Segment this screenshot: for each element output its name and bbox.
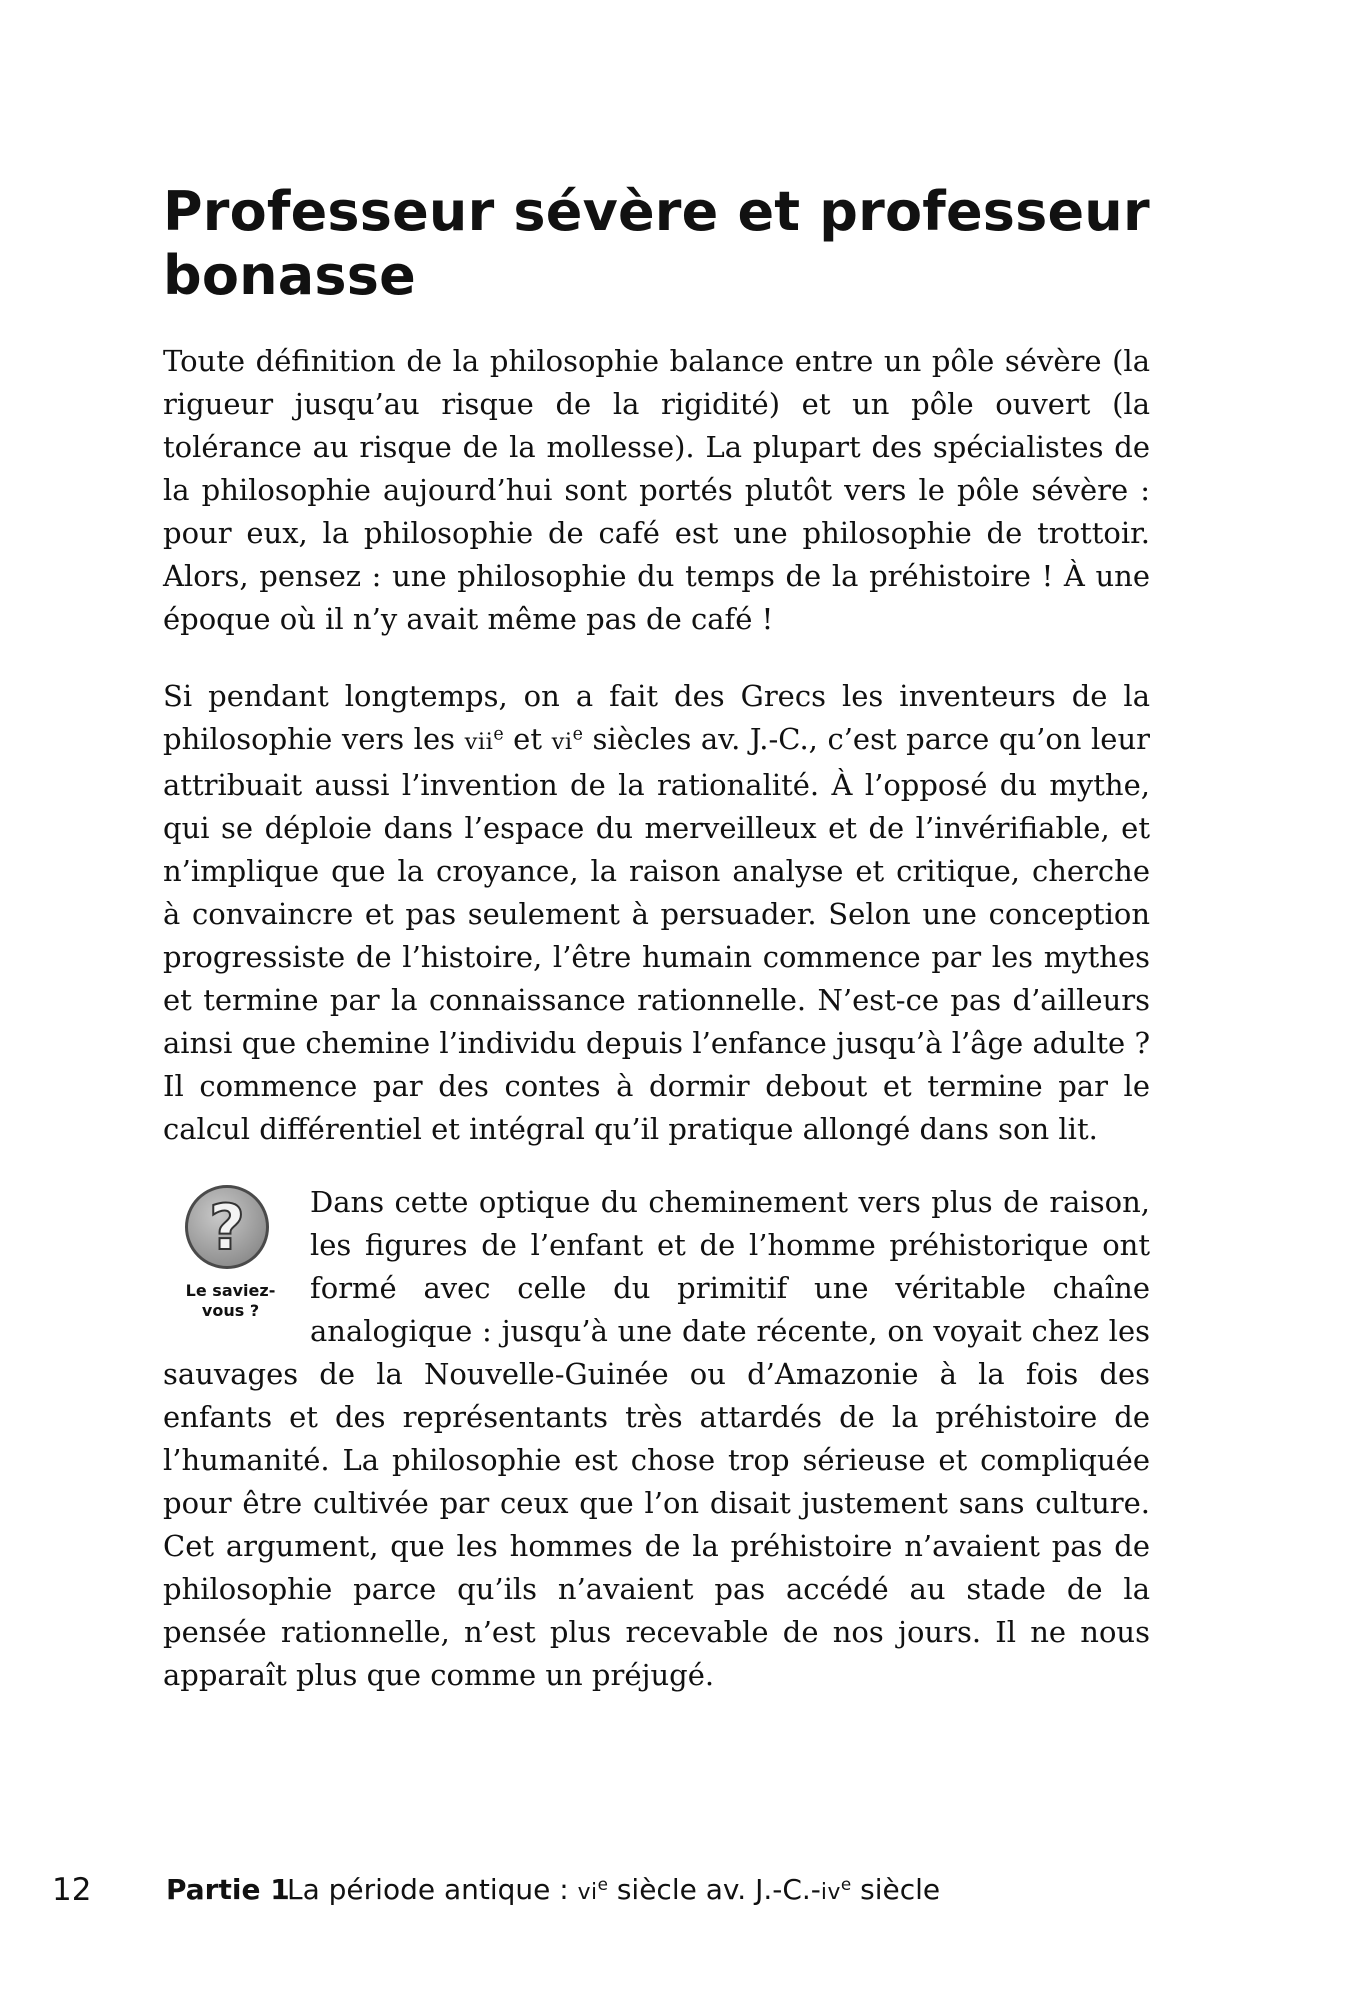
paragraph-2 xyxy=(163,675,1150,1151)
paragraph-2-text-rest: siècles av. J.-C., c’est parce qu’on leur attribuait aussi l’invention de la rationalité. À l’opposé du mythe, qui se déploie dans l’espace du merveilleux et de l’invérifiable, et n’implique que la croyance, la raison analyse et critique, cherche à convaincre et pas seulement à persuader. Selon une conception progressiste de l’histoire, l’être humain commence par les mythes et termine par la connaissance rationnelle. N’est-ce pas d’ailleurs ainsi que chemine l’individu depuis l’enfance jusqu’à l’âge adulte ? Il commence par des contes à dormir debout et termine par le calcul différentiel et intégral qu’il pratique allongé dans son lit. xyxy=(163,722,1150,1146)
ordinal-suffix: e xyxy=(572,724,583,745)
century-numeral-7: vii xyxy=(464,729,494,755)
did-you-know-label-line1: Le saviez- xyxy=(185,1281,276,1300)
footer-period-end: siècle xyxy=(851,1873,941,1906)
paragraph-2-text-and: et xyxy=(503,722,552,756)
footer-ordinal-suffix: e xyxy=(840,1873,852,1894)
footer-century-6: vi xyxy=(577,1880,598,1905)
footer-period-text: La période antique : xyxy=(287,1873,578,1906)
footer-period-mid: siècle av. J.-C.- xyxy=(607,1873,821,1906)
footer-period xyxy=(287,1870,940,1913)
century-numeral-6: vi xyxy=(551,729,573,755)
did-you-know-label-line2: vous ? xyxy=(201,1301,260,1320)
footer-part-label: Partie 1 xyxy=(166,1873,290,1906)
page-footer xyxy=(0,1870,1371,1910)
paragraph-1: Toute définition de la philosophie balance entre un pôle sévère (la rigueur jusqu’au risque de la rigidité) et un pôle ouvert (la tolérance au risque de la mollesse). La plupart des spécialistes de la philosophie aujourd’hui sont portés plutôt vers le pôle sévère : pour eux, la philosophie de café est une philosophie de trottoir. Alors, pensez : une philosophie du temps de la préhistoire ! À une époque où il n’y avait même pas de café ! xyxy=(163,344,1150,636)
ordinal-suffix: e xyxy=(493,724,504,745)
did-you-know-label xyxy=(163,1281,298,1321)
footer-century-4: iv xyxy=(820,1880,841,1905)
paragraph-3-block xyxy=(163,1181,1150,1697)
did-you-know-aside xyxy=(163,1181,298,1351)
question-mark-glyph: ? xyxy=(209,1190,245,1264)
question-mark-icon xyxy=(185,1185,269,1269)
page-title: Professeur sévère et professeur bonasse xyxy=(163,180,1150,307)
footer-ordinal-suffix: e xyxy=(597,1873,608,1894)
paragraph-2-text-start: Si pendant longtemps, on a fait des Grecs les inventeurs de la philosophie vers les xyxy=(163,679,1150,756)
page-number: 12 xyxy=(52,1872,92,1908)
paragraph-3-text: Dans cette optique du cheminement vers plus de raison, les figures de l’enfant et de l’homme préhistorique ont formé avec celle du primitif une véritable chaîne analogique : jusqu’à une date récente, on voyait chez les sauvages de la Nouvelle-Guinée ou d’Amazonie à la fois des enfants et des représentants très attardés de la préhistoire de l’humanité. La philosophie est chose trop sérieuse et compliquée pour être cultivée par ceux que l’on disait justement sans culture. Cet argument, que les hommes de la préhistoire n’avaient pas de philosophie parce qu’ils n’avaient pas accédé au stade de la pensée rationnelle, n’est plus recevable de nos jours. Il ne nous apparaît plus que comme un préjugé. xyxy=(163,1185,1150,1692)
